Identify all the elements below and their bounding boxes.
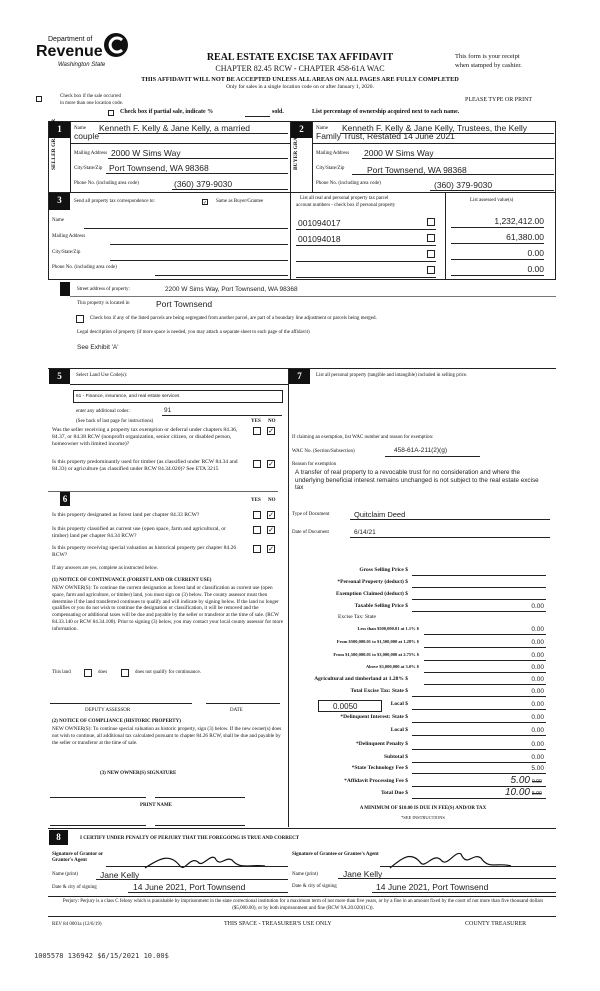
corr-phone-field[interactable] [155,275,288,276]
tax-row-label: Agricultural and timberland at 1.28% $ [314,676,408,682]
grantor-name-field[interactable]: Jane Kelly [100,870,140,880]
yes-header: YES [251,419,261,424]
does-checkbox[interactable] [84,669,92,677]
grantor-signature-label: Signature of Grantor or Grantor's Agent [52,852,103,863]
yes-checkbox[interactable] [253,460,261,468]
multi-location-label-2: in more than one location code. [60,101,124,106]
same-as-buyer-checkbox[interactable]: ✓ [203,200,208,206]
section-2-badge: 2 [291,122,312,138]
claim-exemption-label: If claiming an exemption, list WAC number and reason for exemption: [292,435,434,440]
tax-row-value: 0.00 [531,652,544,659]
section-7-badge: 7 [289,369,310,384]
wac-label: WAC No. (Section/Subsection) [292,449,355,454]
logo-state: Washington State [58,62,106,68]
multi-location-label: Check box if the sale occurred [60,94,121,99]
tax-row-label: Less than $500,000.01 at 1.1% $ [357,626,419,631]
assessed-value[interactable]: 61,380.00 [506,232,544,242]
exemption-reason-field[interactable]: A transfer of real property to a revocable trust for no consideration and where the underlying beneficial interest remains unchanged is not subject to the real estate excise tax [295,469,539,491]
tax-row-label: Exemption Claimed (deduct) $ [336,591,408,597]
new-owner-signature-field-2[interactable] [155,797,245,798]
personal-property-title: List all personal property (tangible and intangible) included in selling price. [316,373,468,378]
seller-mail-field[interactable]: 2000 W Sims Way [111,148,181,158]
deputy-date-field[interactable] [206,703,280,704]
located-label: This property is located in [77,301,130,306]
mail-label: Mailing Address [316,151,350,156]
forest-question: Is this property designated as forest land per chapter 84.33 RCW? [52,512,200,518]
tax-row-value: 10.00 [504,787,530,798]
section-6-badge: 6 [60,492,70,506]
name-label: Name [74,126,86,131]
tax-row-label: Local $ [390,727,408,733]
print-name-label: PRINT NAME [140,803,172,808]
tax-row-value: 0.00 [531,626,544,633]
form-revision: REV 84 0001a (12/6/19) [52,922,102,927]
does-not-label: does not qualify for continuance. [135,670,201,675]
assessed-value[interactable]: 0.00 [527,248,544,258]
seller-grantor-label: SELLER GRANTOR [51,118,57,170]
tax-row-label: From $1,500,000.01 to $3,000,000 at 2.75% $ [333,652,419,657]
tax-row-value: 5.00 [510,775,530,786]
cashier-stamp: 1005578 136942 $6/15/2021 10.00$ [34,952,169,960]
no-checkbox[interactable]: ✓ [268,511,274,519]
seller-phone-field[interactable]: (360) 379-9030 [174,179,233,189]
tax-row-field[interactable] [424,634,546,635]
buyer-mail-field[interactable]: 2000 W Sims Way [364,148,434,158]
tax-row-label: Total Excise Tax: State $ [350,688,408,694]
this-land-label: This land [52,670,71,675]
certify-statement: I CERTIFY UNDER PENALTY OF PERJURY THAT THE FOREGOING IS TRUE AND CORRECT [80,836,300,841]
new-owner-signature-title: (3) NEW OWNER(S) SIGNATURE [100,771,177,776]
grantor-name-label: Name (print) [52,872,78,877]
no-checkbox[interactable]: ✓ [268,460,274,468]
city-label: City/State/Zip [316,166,345,171]
perjury-notice: Perjury: Perjury is a class C felony which is punishable by imprisonment in the state correctional institution for a maximum term of not more than five years, or by a fine in an amount fixed by the court of not more than five thousand dollars ($5,000.00), or by both imprisonment and fine (RCW 9A.20.020(1C)). [62,899,544,911]
document-date-label: Date of Document [292,530,329,535]
no-checkbox[interactable]: ✓ [268,427,274,435]
tax-row-label: Subtotal $ [384,754,408,760]
grantee-signature-label: Signature of Grantee or Grantee's Agent [292,852,379,857]
minimum-due-note: A MINIMUM OF $10.00 IS DUE IN FEE(S) AND/OR TAX [359,806,487,811]
segregate-checkbox[interactable] [76,315,84,323]
legal-label: Legal description of property (if more space is needed, you may attach a separate sheet to each page of the affidavit) [77,330,310,335]
tax-row-label: Taxable Selling Price $ [354,603,408,609]
tax-row-label: Gross Selling Price $ [359,567,408,573]
notice-compliance-title: (2) NOTICE OF COMPLIANCE (HISTORIC PROPERTY) [52,719,181,724]
local-rate-value: 0.0050 [333,702,358,711]
logo-revenue: Revenue [36,43,103,60]
tax-row-value: 0.00 [531,701,544,708]
parcel-number[interactable]: 001094017 [298,218,341,228]
land-use-title: Select Land Use Code(s): [76,373,128,378]
reason-label: Reason for exemption [292,462,337,467]
tax-row-value: 0.00 [531,754,544,761]
seller-city-field[interactable]: Port Townsend, WA 98368 [109,163,209,173]
county-treasurer-label: COUNTY TREASURER [465,921,527,927]
document-date-field[interactable]: 6/14/21 [354,529,376,536]
exemption-question: Was the seller receiving a property tax exemption or deferral under chapters 84.36, 84.37, or 84.38 RCW (nonprofit organization, senior citizen, or disabled person, homeowner with limited income)? [52,427,238,447]
tax-row-field[interactable] [412,722,546,723]
buyer-grantee-label: BUYER GRANTEE [293,122,299,170]
deputy-assessor-signature[interactable] [50,703,192,704]
tax-row-label: Above $3,000,000 at 3.0% $ [365,664,419,669]
tax-row-label: Excise Tax: State [337,614,376,620]
tax-row-label: Local $ [390,701,408,707]
notice-continuance-title: (1) NOTICE OF CONTINUANCE (FOREST LAND OR CURRENT USE) [52,578,212,583]
grantee-date-field[interactable]: 14 June 2021, Port Townsend [376,882,489,892]
yes-checkbox[interactable] [253,545,261,553]
tax-row-field[interactable] [412,735,546,736]
tax-row-label: *Affidavit Processing Fee $ [344,778,408,784]
personal-property-checkbox[interactable] [427,218,435,226]
corr-name-field[interactable] [84,228,288,229]
grantee-date-label: Date & city of signing [292,884,337,889]
divider [290,121,291,280]
sold-label: sold. [272,109,284,115]
does-not-checkbox[interactable] [121,669,129,677]
seller-name-field[interactable]: Kenneth F. Kelly & Jane Kelly, a married [99,123,251,133]
wac-number-field[interactable]: 458-61A-211(2)(g) [394,447,447,454]
additional-codes-field[interactable]: 91 [164,407,172,414]
tax-row-label: *Delinquent Interest: State $ [340,714,408,720]
logo-dept: Department of [48,36,93,43]
name-label: Name [316,126,328,131]
tax-row-field[interactable] [412,709,546,710]
tax-row-label: *State Technology Fee $ [351,765,408,771]
legal-description-field[interactable]: See Exhibit 'A' [77,344,119,351]
yes-header: YES [251,498,261,503]
section-4-badge [60,282,70,296]
if-any-note: If any answers are yes, complete as instructed below. [52,566,159,571]
tax-row-field[interactable] [424,672,546,673]
yes-checkbox[interactable] [253,526,261,534]
phone-label: Phone No. (including area code) [316,181,381,186]
local-rate-box[interactable] [318,700,382,712]
tax-row-field[interactable] [412,762,546,763]
city-label: City/State/Zip [74,166,103,171]
tax-row-field[interactable] [412,749,546,750]
mail-label: Mailing Address [74,151,108,156]
tax-row-field[interactable] [424,647,546,648]
struck-value: 0.00 [532,779,542,785]
parcel-number[interactable]: 001094018 [298,234,341,244]
see-instructions-note: *SEE INSTRUCTIONS [401,815,445,820]
send-correspondence-label: Send all property tax correspondence to: [74,199,155,204]
notice-continuance-text: NEW OWNER(S): To continue the current designation as forest land or classification as current use (open space, farm and agriculture, or timber) land, you must sign on (3) below. The county assessor must then determine if the land transferred continues to qualify and will indicate by signing below. If the land no longer qualifies or you do not wish to continue the designation or classification, it will be removed and the compensating or additional taxes will be due and payable by the seller or transferor at the time of sale. (RCW 84.33.140 or RCW 84.34.108). Prior to signing (3) below, you may contact your local county assessor for more information. [52,585,284,632]
assessed-value[interactable]: 1,232,412.00 [494,216,544,226]
tax-row-field[interactable] [412,575,546,576]
tax-row-value: 0.00 [531,688,544,695]
treasurer-space-label: THIS SPACE - TREASURER'S USE ONLY [224,921,332,927]
partial-pct-field[interactable] [245,116,270,117]
corr-mail-field[interactable] [110,244,288,245]
grantee-name-field[interactable]: Jane Kelly [343,869,383,879]
corr-name-label: Name [52,218,64,223]
see-back-note: (See back of last page for instructions) [76,419,154,424]
tax-row-field[interactable] [412,696,546,697]
form-chapter: CHAPTER 82.45 RCW - CHAPTER 458-61A WAC [215,64,385,73]
corr-phone-label: Phone No. (including area code) [52,265,117,270]
does-label: does [98,670,108,675]
corr-city-label: City/State/Zip [52,250,81,255]
list-pct-note: List percentage of ownership acquired next to each name. [312,109,460,115]
no-header: NO [268,498,276,503]
street-address-field[interactable]: 2200 W Sims Way, Port Townsend, WA 98368 [165,286,298,293]
tax-row-value: 5.00 [531,765,544,772]
section-3-badge: 3 [49,193,70,210]
corr-city-field[interactable] [110,260,288,261]
assessed-value[interactable]: 0.00 [527,264,544,274]
tax-row-field[interactable] [412,587,546,588]
form-title: REAL ESTATE EXCISE TAX AFFIDAVIT [206,52,394,63]
tax-row-value: 0.00 [531,714,544,721]
land-use-select[interactable] [73,390,283,403]
tax-row-value: 0.00 [531,676,544,683]
date-label: DATE [230,708,243,713]
tax-row-field[interactable] [412,798,546,799]
partial-sale-label: Check box if partial sale, indicate % [120,109,214,115]
divider [70,121,71,192]
grantee-signature[interactable] [385,846,515,878]
divider [48,192,556,193]
buyer-name-field[interactable]: Kenneth F. Kelly & Jane Kelly, Trustees, the Kelly [342,123,528,133]
tax-row-value: 0.00 [531,727,544,734]
land-use-value: 61 - Finance, insurance, and real estate services [76,394,180,399]
no-header: NO [268,419,276,424]
struck-value: 5.00 [532,791,542,797]
receipt-note-2: when stamped by cashier. [455,62,522,69]
historical-question: Is this property receiving special valuation as historical property per chapter 84.26 RCW? [52,545,237,558]
tax-row-field[interactable] [412,773,546,774]
buyer-name-field-2[interactable]: Family Trust, Restated 14 June 2021 [316,131,455,141]
notice-compliance-text: NEW OWNER(S): To continue special valuation as historic property, sign (3) below. If the new owner(s) does not wish to continue, all additional tax calculated pursuant to chapter 84.26 RCW, shall be due and payable by the seller or transferor at the time of sale. [52,726,282,746]
tax-row-value: 0.00 [531,664,544,671]
partial-sale-checkbox[interactable] [108,110,114,116]
grantor-date-label: Date & city of signing [52,885,97,890]
no-checkbox[interactable]: ✓ [268,526,274,534]
tax-row-value: 0.00 [531,741,544,748]
multi-location-checkbox[interactable] [36,96,42,102]
document-type-field[interactable]: Quitclaim Deed [354,510,406,519]
timber-question: Is this property predominantly used for timber (as classified under RCW 84.34 and 84.33) or agriculture (as classified under RCW 84.34.020)? See ETA 3215 [52,459,238,472]
tax-row-field[interactable] [424,660,546,661]
tax-row-label: *Delinquent Penalty $ [356,741,408,747]
tax-row-field[interactable] [412,611,546,612]
same-as-buyer-label: Same as Buyer/Grantee [216,199,264,204]
grantor-signature[interactable] [140,848,270,878]
tax-row-label: *Personal Property (deduct) $ [337,579,408,585]
parcel-header: List all real and personal property tax parcel [300,196,389,201]
buyer-phone-field[interactable]: (360) 379-9030 [434,180,493,190]
tax-row-value: 0.00 [531,603,544,610]
located-in-field[interactable]: Port Townsend [156,299,213,309]
receipt-note: This form is your receipt [455,53,520,60]
street-label: Street address of property: [77,287,130,292]
form-warning: THIS AFFIDAVIT WILL NOT BE ACCEPTED UNLESS ALL AREAS ON ALL PAGES ARE FULLY COMPLETED [141,76,459,83]
yes-checkbox[interactable] [253,511,261,519]
corr-mail-label: Mailing Address [52,234,86,239]
tax-row-label: Total Due $ [381,790,408,796]
section-8-badge: 8 [49,830,68,845]
segregate-label: Check box if any of the listed parcels are being segregated from another parcel, are part of a boundary line adjustment or parcels being merged. [90,316,377,321]
value-header: List assessed value(s) [470,198,514,203]
tax-row-field[interactable] [424,684,546,685]
personal-property-checkbox[interactable] [427,250,435,258]
section-1-badge: 1 [49,122,70,138]
grantee-name-label: Name (print) [292,872,318,877]
grantor-date-field[interactable]: 14 June 2021, Port Townsend [133,882,246,892]
please-type-note: PLEASE TYPE OR PRINT [465,97,533,103]
current-use-question: Is this property classified as current use (open space, farm and agricultural, or timber) land per chapter 84.34 RCW? [52,526,226,539]
buyer-city-field[interactable]: Port Townsend, WA 98368 [367,165,467,175]
new-owner-signature-field[interactable] [50,797,146,798]
personal-property-checkbox[interactable] [427,234,435,242]
phone-label: Phone No. (including area code) [74,181,139,186]
print-name-field[interactable] [50,825,146,826]
section-5-badge: 5 [49,369,70,384]
yes-checkbox[interactable] [253,427,261,435]
seller-name-field-2[interactable]: couple [74,131,100,141]
only-for-note: Only for sales in a single location code on or after January 1, 2020. [226,84,374,90]
document-type-label: Type of Document [292,512,330,517]
additional-codes-label: enter any additional codes: [76,409,130,414]
parcel-header-2: account numbers - check box if personal property [296,203,396,208]
tax-row-value: 0.00 [531,639,544,646]
deputy-assessor-label: DEPUTY ASSESSOR [85,708,131,713]
tax-row-field[interactable] [412,599,546,600]
tax-row-label: From $500,000.01 to $1,500,000 at 1.28% $ [336,639,419,644]
divider [312,121,313,192]
personal-property-checkbox[interactable] [427,266,435,274]
no-checkbox[interactable]: ✓ [268,545,274,553]
print-name-field-2[interactable] [155,825,245,826]
